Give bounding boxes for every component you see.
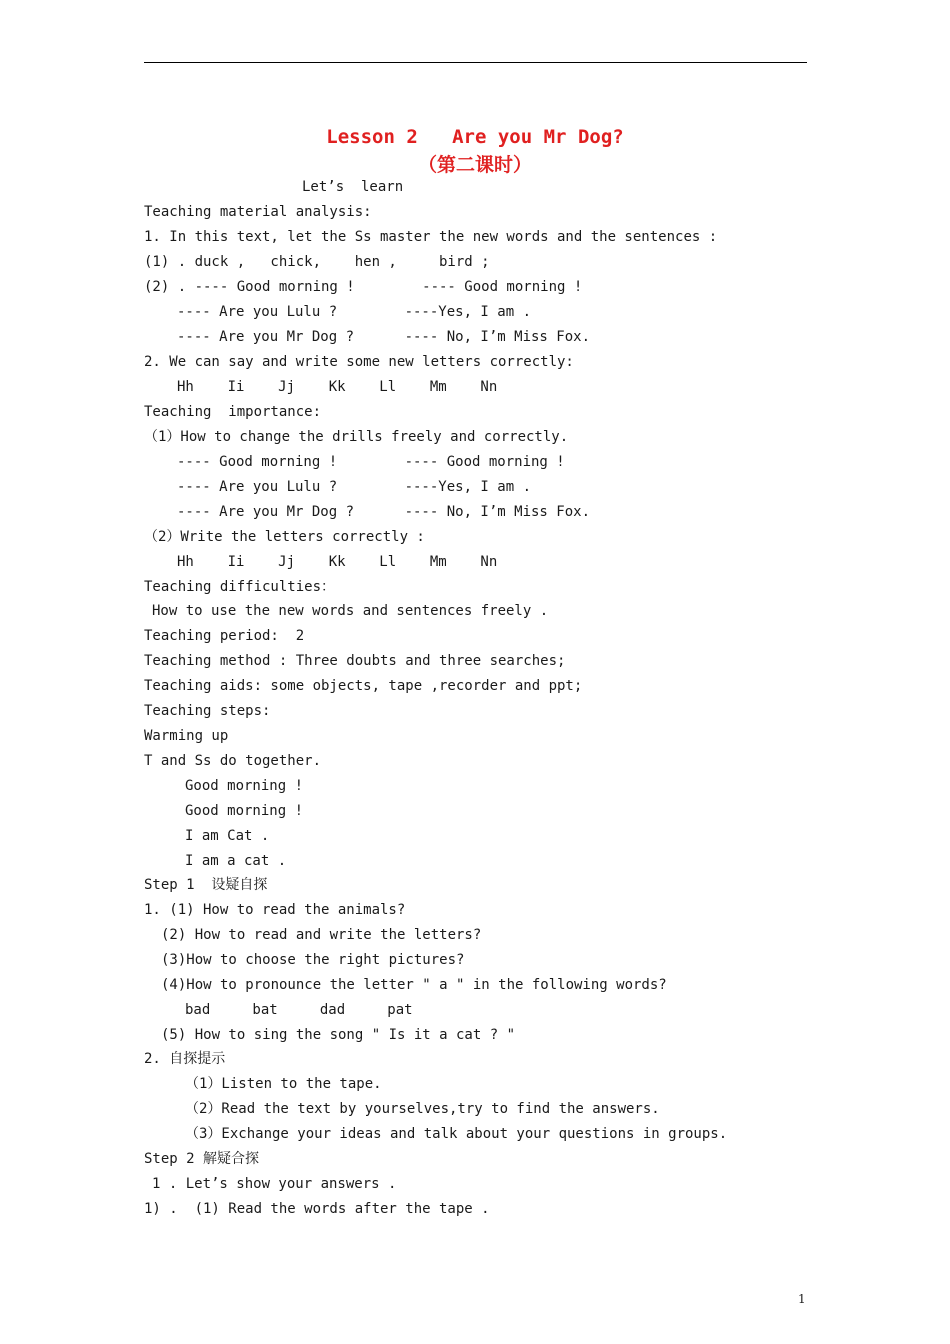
- text-line: I am a cat .: [185, 853, 287, 869]
- text-line: Teaching material analysis:: [144, 204, 372, 220]
- text-line: ---- Are you Lulu ? ----Yes, I am .: [177, 479, 532, 495]
- text-line: bad bat dad pat: [185, 1002, 413, 1018]
- text-line: Step 2 解疑合探: [144, 1151, 260, 1167]
- text-line: Teaching aids: some objects, tape ,recorder and ppt;: [144, 678, 583, 694]
- header-rule: [144, 62, 807, 63]
- page-number: 1: [798, 1292, 806, 1306]
- text-line: Teaching steps:: [144, 703, 271, 719]
- text-line: Hh Ii Jj Kk Ll Mm Nn: [177, 379, 498, 395]
- text-line: (3)How to choose the right pictures?: [161, 952, 465, 968]
- text-line: Warming up: [144, 728, 229, 744]
- text-line: Good morning !: [185, 803, 304, 819]
- text-line: 1. (1) How to read the animals?: [144, 902, 406, 918]
- text-line: Step 1 设疑自探: [144, 877, 268, 893]
- text-line: ---- Are you Mr Dog ? ---- No, I’m Miss Fox.: [177, 329, 591, 345]
- text-line: I am Cat .: [185, 828, 270, 844]
- text-line: 1 . Let’s show your answers .: [152, 1176, 397, 1192]
- text-line: ---- Are you Mr Dog ? ---- No, I’m Miss Fox.: [177, 504, 591, 520]
- text-line: 1) . (1) Read the words after the tape .: [144, 1201, 490, 1217]
- text-line: 2. We can say and write some new letters correctly:: [144, 354, 574, 370]
- text-line: 1. In this text, let the Ss master the new words and the sentences :: [144, 229, 718, 245]
- section-lets-learn: Let’s learn: [302, 179, 404, 195]
- text-line: (2) How to read and write the letters?: [161, 927, 482, 943]
- text-line: ---- Are you Lulu ? ----Yes, I am .: [177, 304, 532, 320]
- lesson-title: Lesson 2 Are you Mr Dog?: [326, 126, 624, 148]
- text-line: How to use the new words and sentences freely .: [152, 603, 549, 619]
- text-line: (2) . ---- Good morning ! ---- Good morning !: [144, 279, 583, 295]
- text-line: Good morning !: [185, 778, 304, 794]
- text-line: Teaching period: 2: [144, 628, 305, 644]
- text-line: (4)How to pronounce the letter " a " in the following words?: [161, 977, 667, 993]
- text-line: （2）Read the text by yourselves,try to find the answers.: [185, 1101, 660, 1117]
- text-line: (1) . duck , chick, hen , bird ;: [144, 254, 490, 270]
- text-line: Teaching method : Three doubts and three searches;: [144, 653, 566, 669]
- text-line: T and Ss do together.: [144, 753, 322, 769]
- lesson-subtitle: （第二课时）: [417, 154, 532, 176]
- text-line: ---- Good morning ! ---- Good morning !: [177, 454, 565, 470]
- text-line: （1）How to change the drills freely and correctly.: [144, 429, 569, 445]
- text-line: （1）Listen to the tape.: [185, 1076, 382, 1092]
- text-line: Teaching importance:: [144, 404, 322, 420]
- text-line: Teaching difficulties：: [144, 579, 336, 595]
- text-line: （2）Write the letters correctly :: [144, 529, 425, 545]
- text-line: (5) How to sing the song " Is it a cat ? ": [161, 1027, 516, 1043]
- text-line: Hh Ii Jj Kk Ll Mm Nn: [177, 554, 498, 570]
- text-line: 2. 自探提示: [144, 1051, 226, 1067]
- text-line: （3）Exchange your ideas and talk about your questions in groups.: [185, 1126, 728, 1142]
